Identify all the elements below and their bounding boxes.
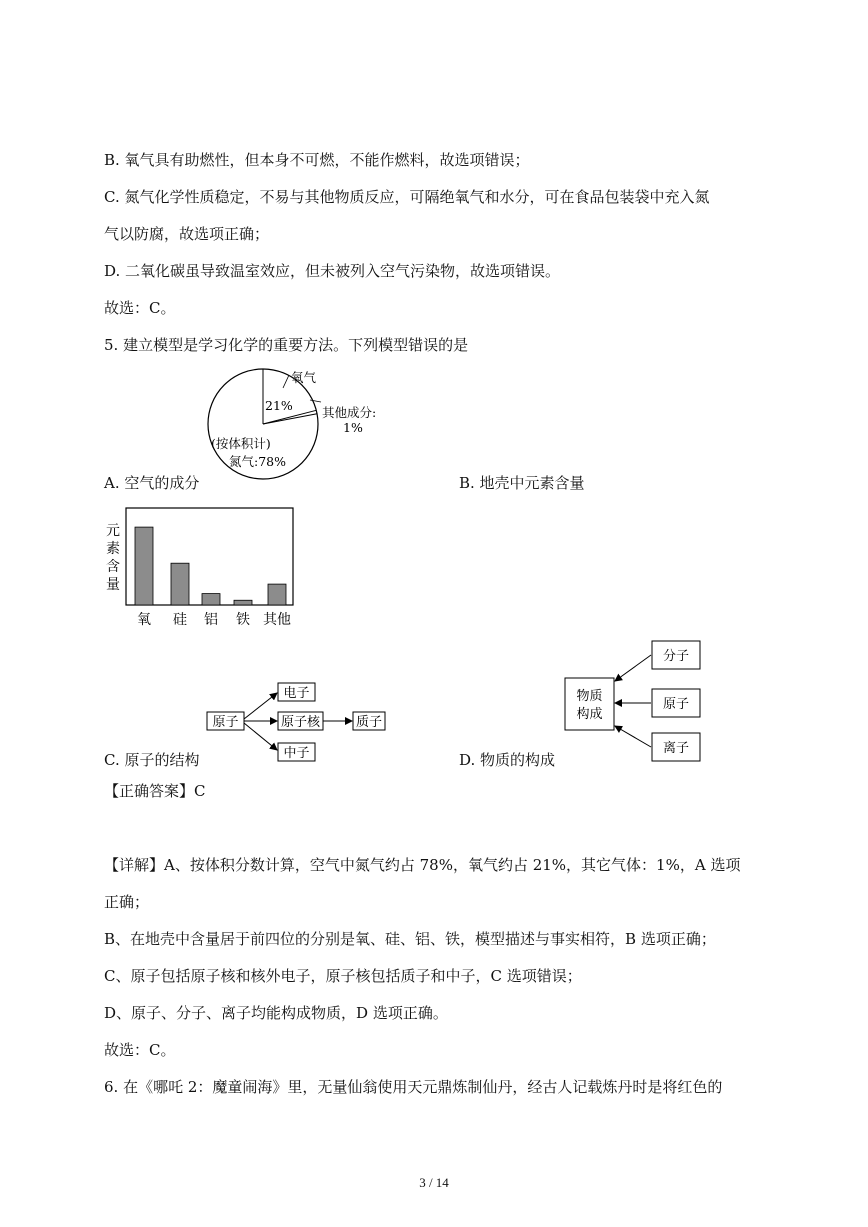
- pie-basis-label: (按体积计): [211, 436, 271, 451]
- bar-1: [135, 527, 153, 605]
- correct-answer: 【正确答案】C: [104, 782, 206, 800]
- option-c-explanation-line1: C. 氮气化学性质稳定，不易与其他物质反应，可隔绝氧气和水分，可在食品包装袋中充入氮: [104, 188, 710, 206]
- y-axis-label-char-2: 素: [106, 541, 120, 557]
- bar-3: [202, 594, 220, 605]
- bar-4: [234, 600, 252, 605]
- pie-oxygen-percent: 21%: [265, 398, 293, 413]
- previous-answer: 故选：C。: [104, 299, 176, 317]
- ion-label: 离子: [662, 741, 690, 756]
- molecule-label: 分子: [662, 649, 690, 664]
- matter-label-line2: 构成: [576, 707, 603, 722]
- matter-label-line1: 物质: [576, 689, 603, 704]
- bar-2: [171, 563, 189, 605]
- pie-nitrogen-label: 氮气:78%: [229, 454, 286, 469]
- y-axis-label-char-1: 元: [106, 523, 120, 539]
- detail-line1: 【详解】A、按体积分数计算，空气中氮气约占 78%，氧气约占 21%，其它气体：1%，A 选项: [104, 856, 741, 874]
- arrow-atom-to-electron: [244, 693, 277, 719]
- option-d-label: D. 物质的构成: [459, 751, 556, 769]
- nucleus-label: 原子核: [280, 715, 321, 730]
- pie-oxygen-label: 氧气: [291, 370, 317, 385]
- atom-structure-diagram: [200, 680, 390, 770]
- detail-line2: 正确；: [104, 893, 150, 911]
- bar-5: [268, 584, 286, 605]
- x-tick-labels: [137, 611, 291, 628]
- y-axis-label-char-3: 含: [106, 559, 120, 575]
- x-tick-label-2: 硅: [173, 612, 187, 628]
- answer-q5: 故选：C。: [104, 1041, 176, 1059]
- detail-option-d: D、原子、分子、离子均能构成物质，D 选项正确。: [104, 1004, 448, 1022]
- detail-option-b: B、在地壳中含量居于前四位的分别是氧、硅、铝、铁，模型描述与事实相符，B 选项正确；: [104, 930, 716, 948]
- arrow-atom-to-neutron: [244, 723, 277, 750]
- y-axis-label-char-4: 量: [106, 577, 120, 593]
- matter-composition-diagram: [560, 637, 710, 767]
- x-tick-label-1: 氧: [137, 612, 151, 628]
- question-6-stem: 6. 在《哪吒 2：魔童闹海》里，无量仙翁使用天元鼎炼制仙丹，经古人记载炼丹时是将红色的: [104, 1078, 723, 1096]
- neutron-label: 中子: [283, 746, 310, 761]
- matter-box: [565, 678, 614, 730]
- crust-element-bar-chart: [100, 505, 300, 635]
- atom-label-d: 原子: [662, 697, 690, 712]
- pie-other-percent: 1%: [343, 420, 363, 435]
- page-number: 3 / 14: [419, 1175, 449, 1190]
- arrow-molecule-to-matter: [615, 655, 651, 681]
- option-b-explanation: B. 氧气具有助燃性，但本身不可燃，不能作燃料，故选项错误；: [104, 151, 530, 169]
- x-tick-label-4: 铁: [236, 612, 250, 628]
- option-a-label: A. 空气的成分: [104, 474, 200, 492]
- x-tick-label-5: 其他: [263, 612, 291, 628]
- pie-other-label: 其他成分:: [322, 405, 377, 420]
- electron-label: 电子: [283, 686, 310, 701]
- x-tick-label-3: 铝: [204, 612, 218, 628]
- option-c-explanation-line2: 气以防腐，故选项正确；: [104, 225, 270, 243]
- arrow-ion-to-matter: [615, 726, 651, 747]
- bars-group: [135, 527, 286, 605]
- proton-label: 质子: [355, 715, 383, 730]
- option-c-label: C. 原子的结构: [104, 751, 200, 769]
- option-d-explanation: D. 二氧化碳虽导致温室效应，但未被列入空气污染物，故选项错误。: [104, 262, 561, 280]
- atom-label: 原子: [212, 715, 239, 730]
- question-5-stem: 5. 建立模型是学习化学的重要方法。下列模型错误的是: [104, 336, 469, 354]
- air-composition-pie: [195, 362, 395, 487]
- detail-option-c: C、原子包括原子核和核外电子，原子核包括质子和中子，C 选项错误；: [104, 967, 582, 985]
- option-b-label: B. 地壳中元素含量: [459, 474, 585, 492]
